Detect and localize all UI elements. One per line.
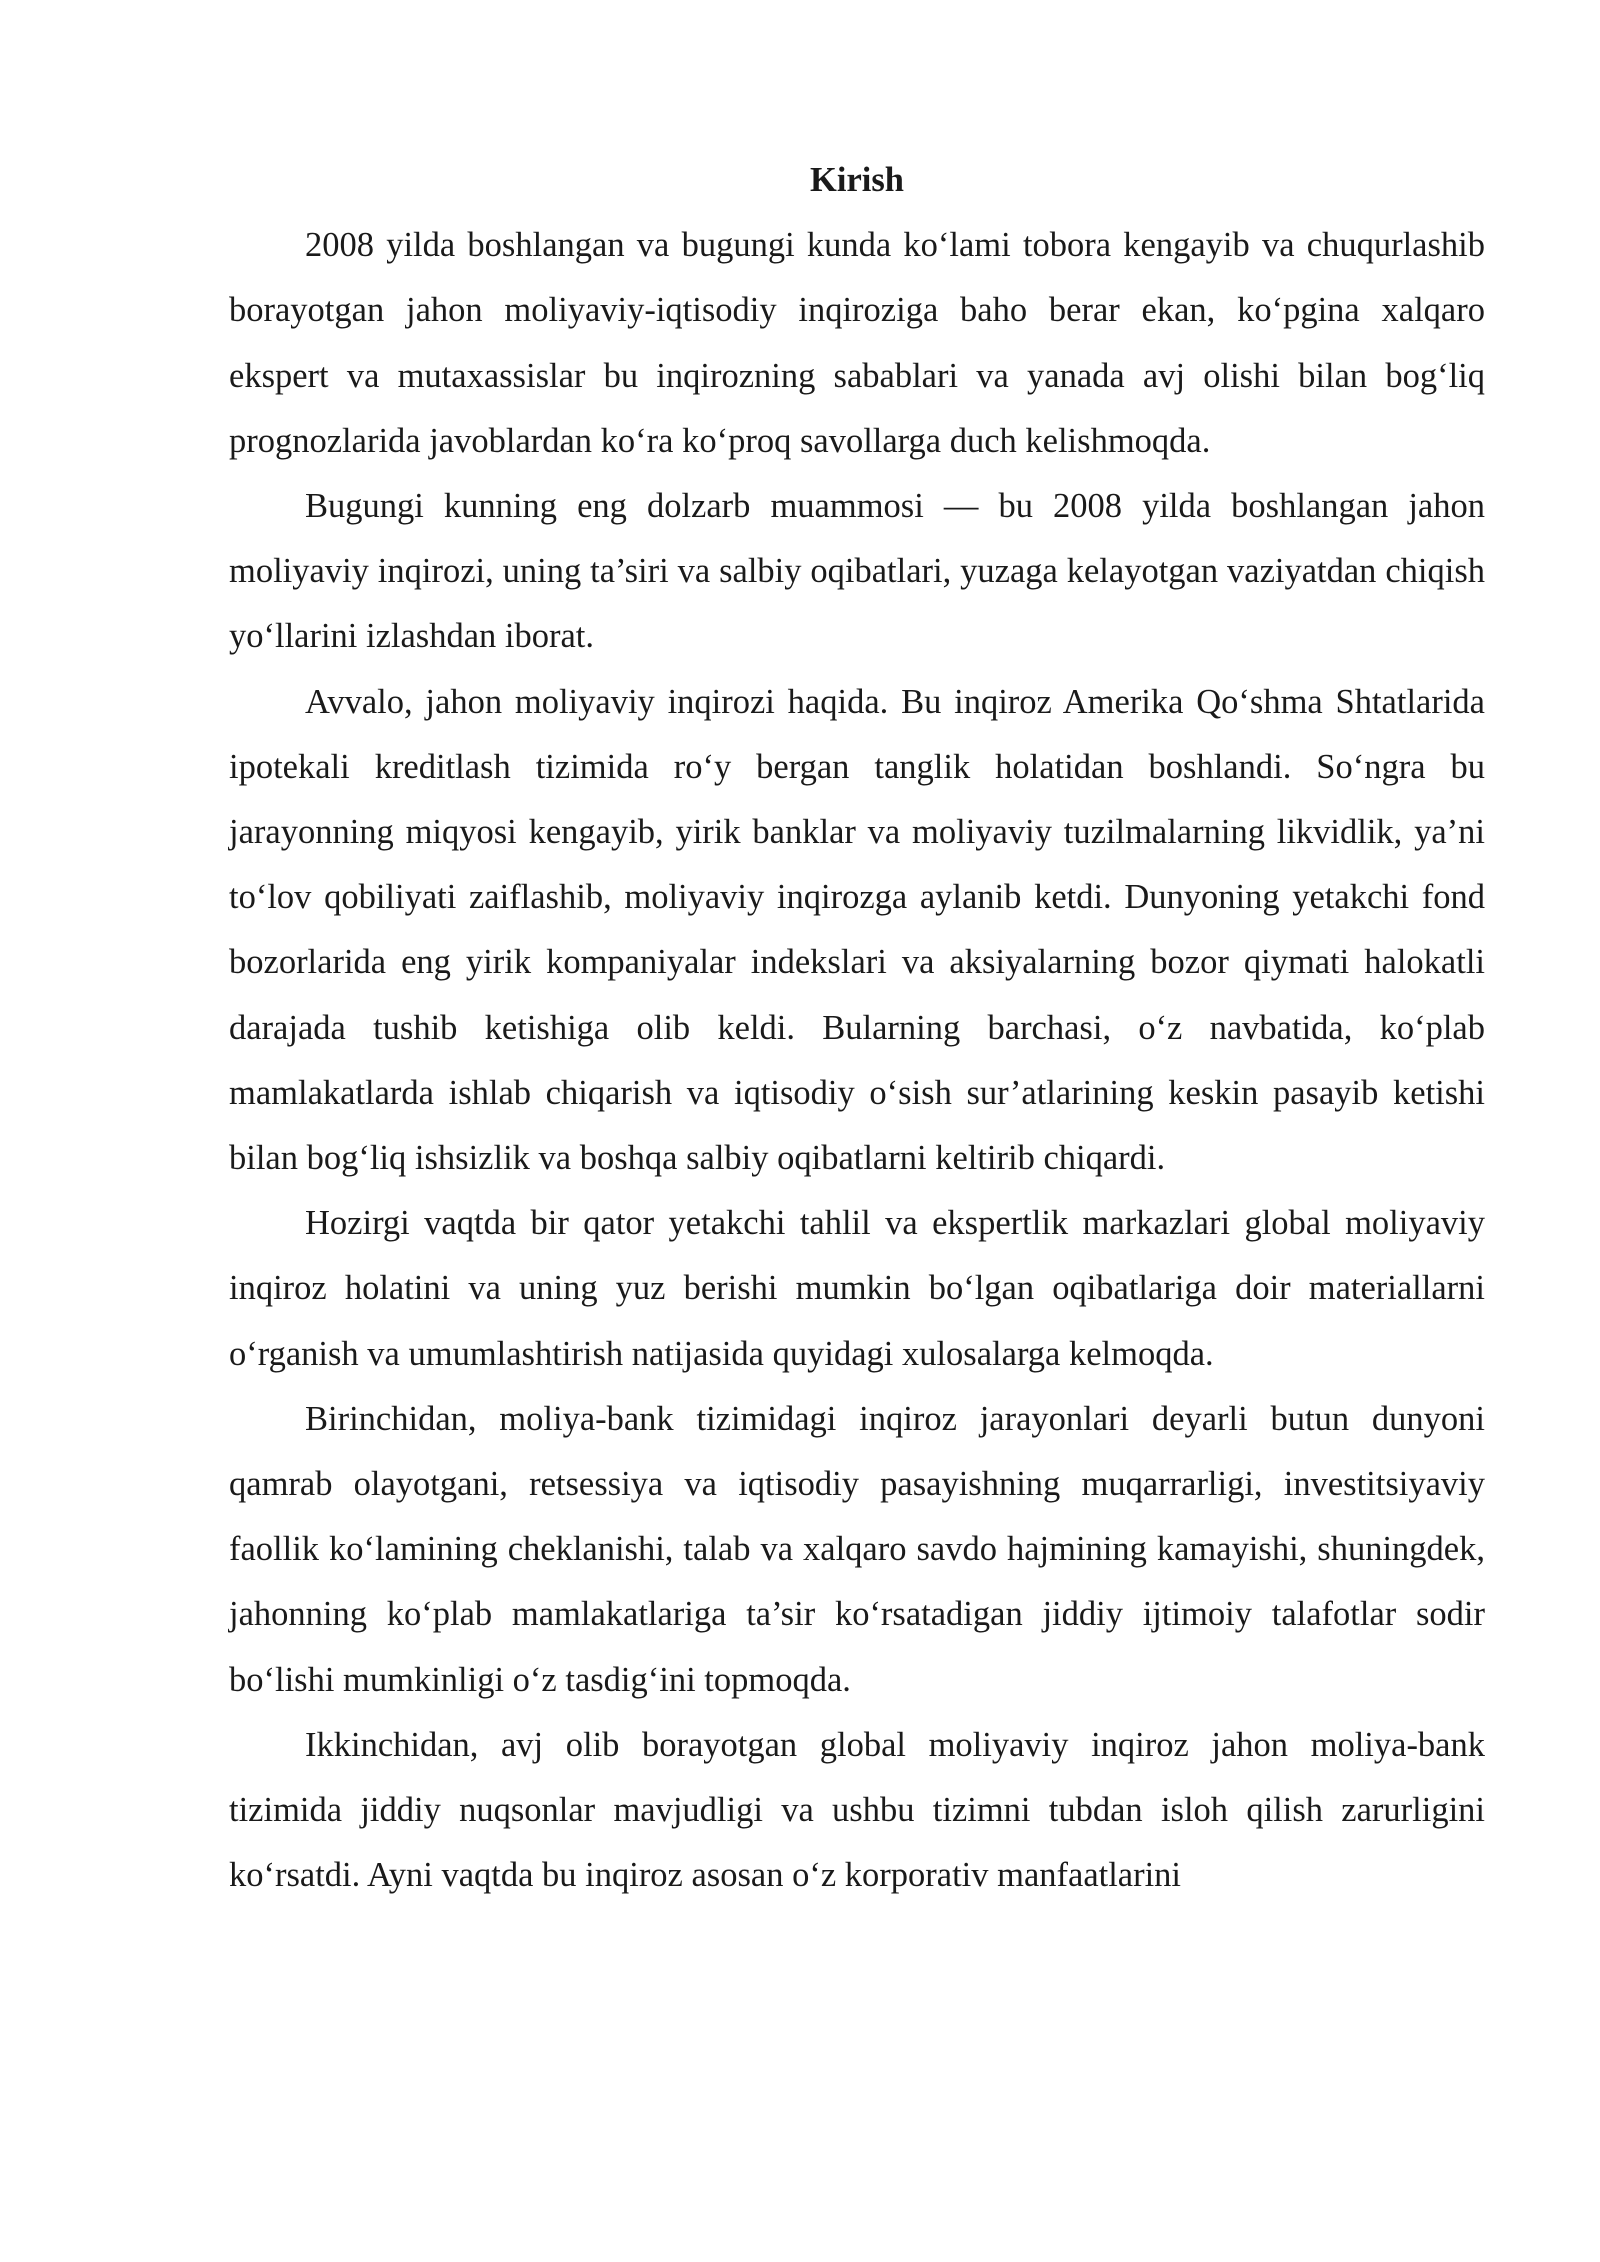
document-body — [229, 148, 1485, 1908]
paragraph-4: Hozirgi vaqtda bir qator yetakchi tahlil va ekspertlik markazlari global moliyaviy inqiroz holatini va uning yuz berishi mumkin bo‘lgan oqibatlariga doir materiallarni o‘rganish va umumlashtirish natijasida quyidagi xulosalarga kelmoqda. — [229, 1204, 1485, 1373]
paragraph-2: Bugungi kunning eng dolzarb muammosi — bu 2008 yilda boshlangan jahon moliyaviy inqirozi, uning ta’siri va salbiy oqibatlari, yuzaga kelayotgan vaziyatdan chiqish yo‘llarini izlashdan iborat. — [229, 487, 1485, 656]
paragraph-5: Birinchidan, moliya-bank tizimidagi inqiroz jarayonlari deyarli butun dunyoni qamrab olayotgani, retsessiya va iqtisodiy pasayishning muqarrarligi, investitsiyaviy faollik ko‘lamining cheklanishi, talab va xalqaro savdo hajmining kamayishi, shuningdek, jahonning ko‘plab mamlakatlariga ta’sir ko‘rsatadigan jiddiy ijtimoiy talafotlar sodir bo‘lishi mumkinligi o‘z tasdig‘ini topmoqda. — [229, 1399, 1485, 1699]
paragraph-6: Ikkinchidan, avj olib borayotgan global moliyaviy inqiroz jahon moliya-bank tizimida jiddiy nuqsonlar mavjudligi va ushbu tizimni tubdan isloh qilish zarurligini ko‘rsatdi. Ayni vaqtda bu inqiroz asosan o‘z korporativ manfaatlarini — [229, 1725, 1485, 1895]
document-title: Kirish — [810, 161, 904, 199]
paragraph-3: Avvalo, jahon moliyaviy inqirozi haqida. Bu inqiroz Amerika Qo‘shma Shtatlarida ipotekali kreditlash tizimida ro‘y bergan tanglik holatidan boshlandi. So‘ngra bu jarayonning miqyosi kengayib, yirik banklar va moliyaviy tuzilmalarning likvidlik, ya’ni to‘lov qobiliyati zaiflashib, moliyaviy inqirozga aylanib ketdi. Dunyoning yetakchi fond bozorlarida eng yirik kompaniyalar indekslari va aksiyalarning bozor qiymati halokatli darajada tushib ketishiga olib keldi. Bularning barchasi, o‘z navbatida, ko‘plab mamlakatlarda ishlab chiqarish va iqtisodiy o‘sish sur’atlarining keskin pasayib ketishi bilan bog‘liq ishsizlik va boshqa salbiy oqibatlarni keltirib chiqardi. — [229, 682, 1485, 1178]
paragraph-1: 2008 yilda boshlangan va bugungi kunda ko‘lami tobora kengayib va chuqurlashib borayotgan jahon moliyaviy-iqtisodiy inqiroziga baho berar ekan, ko‘pgina xalqaro ekspert va mutaxassislar bu inqirozning sabablari va yanada avj olishi bilan bog‘liq prognozlarida javoblardan ko‘ra ko‘proq savollarga duch kelishmoqda. — [229, 226, 1485, 460]
